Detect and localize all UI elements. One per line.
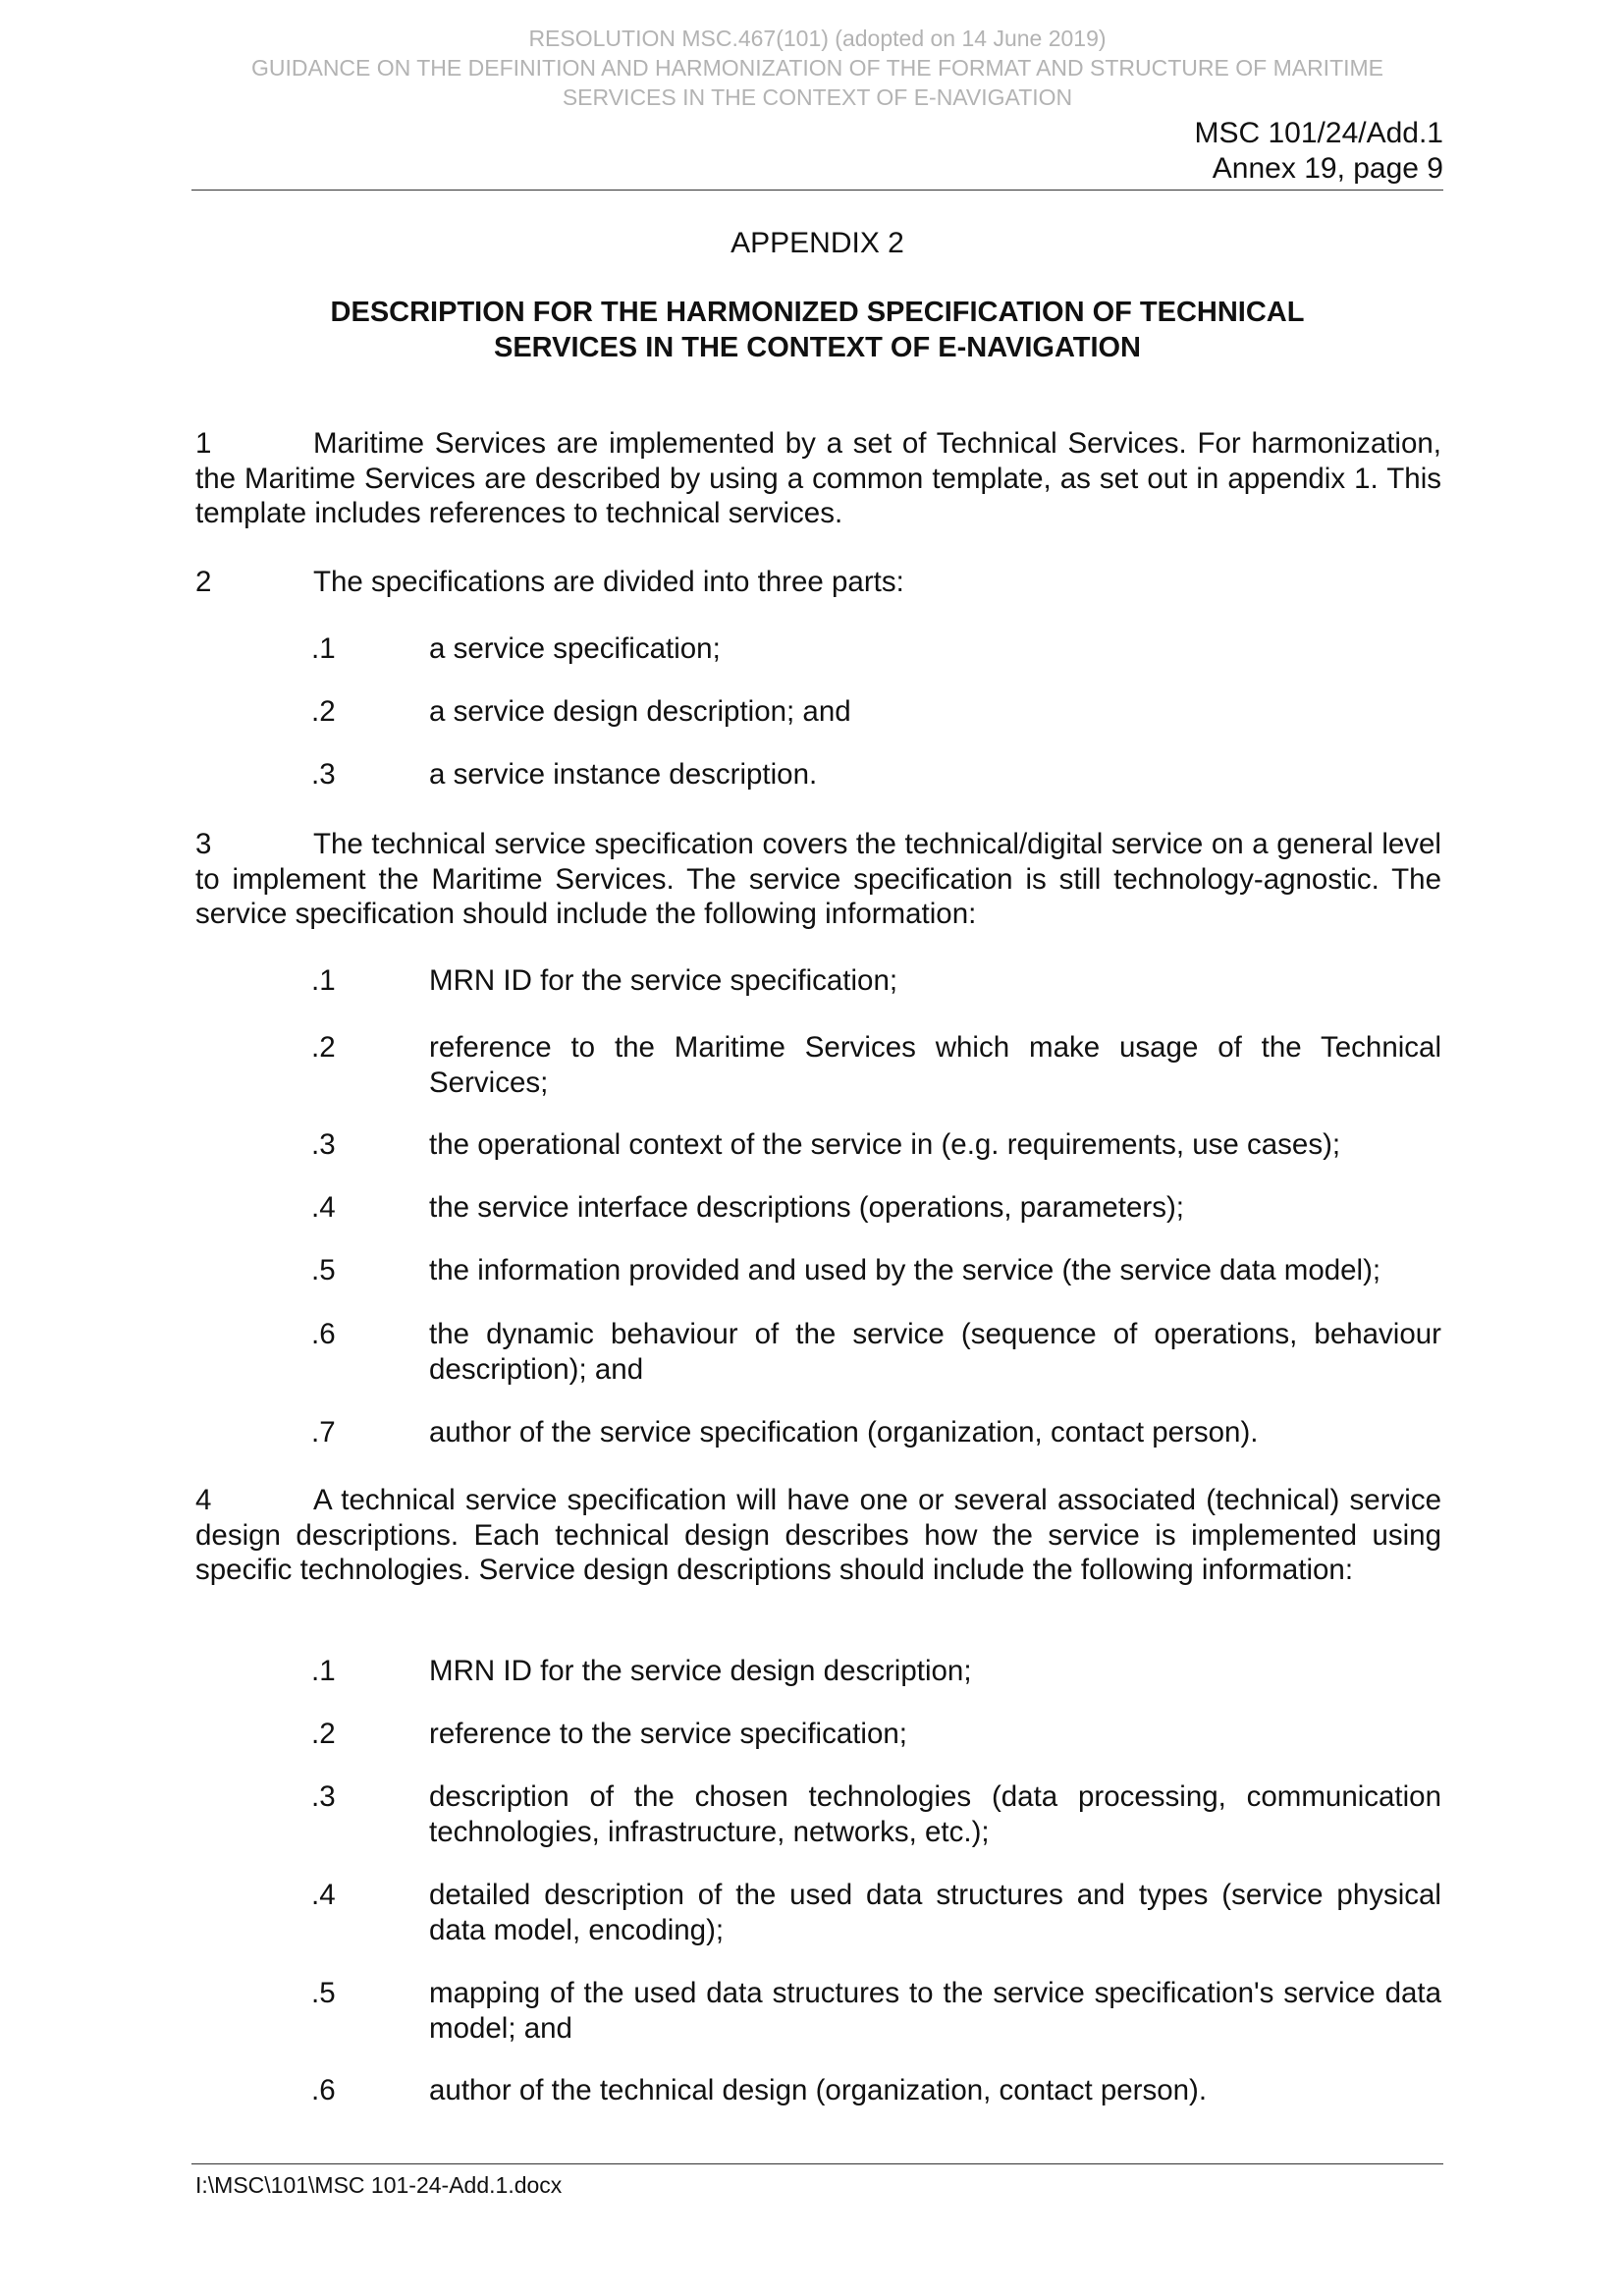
list-item-text: author of the technical design (organization, contact person). (429, 2074, 1208, 2106)
paragraph-text: The technical service specification covers the technical/digital service on a general level to implement the Maritime Services. The service specification is still technology-agnostic. The service specification should include the following information: (195, 828, 1441, 930)
section-title (191, 295, 1443, 365)
list-item-text: MRN ID for the service specification; (429, 964, 898, 997)
list-item-number: .3 (311, 758, 336, 791)
running-header-line: GUIDANCE ON THE DEFINITION AND HARMONIZATION OF THE FORMAT AND STRUCTURE OF MARITIME (250, 55, 1384, 81)
document-reference (1195, 116, 1444, 187)
list-item-text: a service instance description. (429, 758, 818, 791)
running-header-line: RESOLUTION MSC.467(101) (adopted on 14 June 2019) (528, 26, 1107, 51)
list-item-text: the service interface descriptions (operations, parameters); (429, 1191, 1184, 1224)
paragraph (195, 565, 1441, 600)
list-item-text: mapping of the used data structures to the service specification's service data model; and (429, 1977, 1441, 2045)
list-item-number: .2 (311, 1031, 336, 1064)
list-item-number: .1 (311, 1655, 336, 1687)
list-item-text: author of the service specification (organization, contact person). (429, 1416, 1259, 1449)
list-item-text: a service specification; (429, 632, 721, 665)
list-item-number: .3 (311, 1128, 336, 1161)
appendix-label: APPENDIX 2 (730, 227, 904, 259)
paragraph-number: 4 (195, 1484, 212, 1516)
list-item-number: .4 (311, 1191, 336, 1224)
running-header-line: SERVICES IN THE CONTEXT OF E-NAVIGATION (562, 84, 1073, 110)
list-item-number: .5 (311, 1977, 336, 2009)
paragraph-text: Maritime Services are implemented by a set of Technical Services. For harmonization, the Maritime Services are described by using a common template, as set out in appendix 1. This template includes references to technical services. (195, 427, 1441, 529)
list-item-number: .2 (311, 1718, 336, 1750)
list-item-number: .5 (311, 1254, 336, 1286)
list-item-text: a service design description; and (429, 695, 851, 728)
paragraph-text: The specifications are divided into three parts: (313, 566, 904, 598)
section-title-line: SERVICES IN THE CONTEXT OF E-NAVIGATION (494, 332, 1141, 363)
footer-file-path: I:\MSC\101\MSC 101-24-Add.1.docx (195, 2172, 563, 2198)
document-code: MSC 101/24/Add.1 (1194, 117, 1443, 149)
paragraph-number: 1 (195, 427, 212, 460)
list-item-text: the operational context of the service in (e.g. requirements, use cases); (429, 1128, 1341, 1161)
list-item-number: .1 (311, 964, 336, 997)
list-item-number: .3 (311, 1780, 336, 1813)
paragraph (195, 1483, 1441, 1588)
list-item-number: .1 (311, 632, 336, 665)
list-item-text: description of the chosen technologies (data processing, communication technologies, infrastructure, networks, etc.); (429, 1780, 1441, 1848)
list-item-text: MRN ID for the service design description; (429, 1655, 972, 1687)
paragraph-number: 2 (195, 566, 212, 598)
list-item-number: .2 (311, 695, 336, 728)
list-item-text: the information provided and used by the service (the service data model); (429, 1254, 1381, 1286)
running-header (191, 24, 1443, 112)
paragraph (195, 827, 1441, 932)
list-item-number: .6 (311, 2074, 336, 2106)
list-item-number: .6 (311, 1318, 336, 1350)
list-item-number: .4 (311, 1879, 336, 1911)
header-rule (191, 190, 1443, 191)
list-item-text: the dynamic behaviour of the service (sequence of operations, behaviour description); and (429, 1318, 1441, 1386)
paragraph (195, 426, 1441, 531)
paragraph-text: A technical service specification will have one or several associated (technical) service design descriptions. Each technical design describes how the service is implemented using specific technologies. Service design descriptions should include the following information: (195, 1484, 1441, 1586)
list-item-text: detailed description of the used data structures and types (service physical data model, encoding); (429, 1879, 1441, 1946)
section-title-line: DESCRIPTION FOR THE HARMONIZED SPECIFICATION OF TECHNICAL (330, 297, 1305, 328)
list-item-text: reference to the Maritime Services which make usage of the Technical Services; (429, 1031, 1441, 1099)
paragraph-number: 3 (195, 828, 212, 860)
list-item-text: reference to the service specification; (429, 1718, 907, 1750)
page-indicator: Annex 19, page 9 (1212, 152, 1443, 185)
list-item-number: .7 (311, 1416, 336, 1449)
footer-rule (191, 2163, 1443, 2164)
